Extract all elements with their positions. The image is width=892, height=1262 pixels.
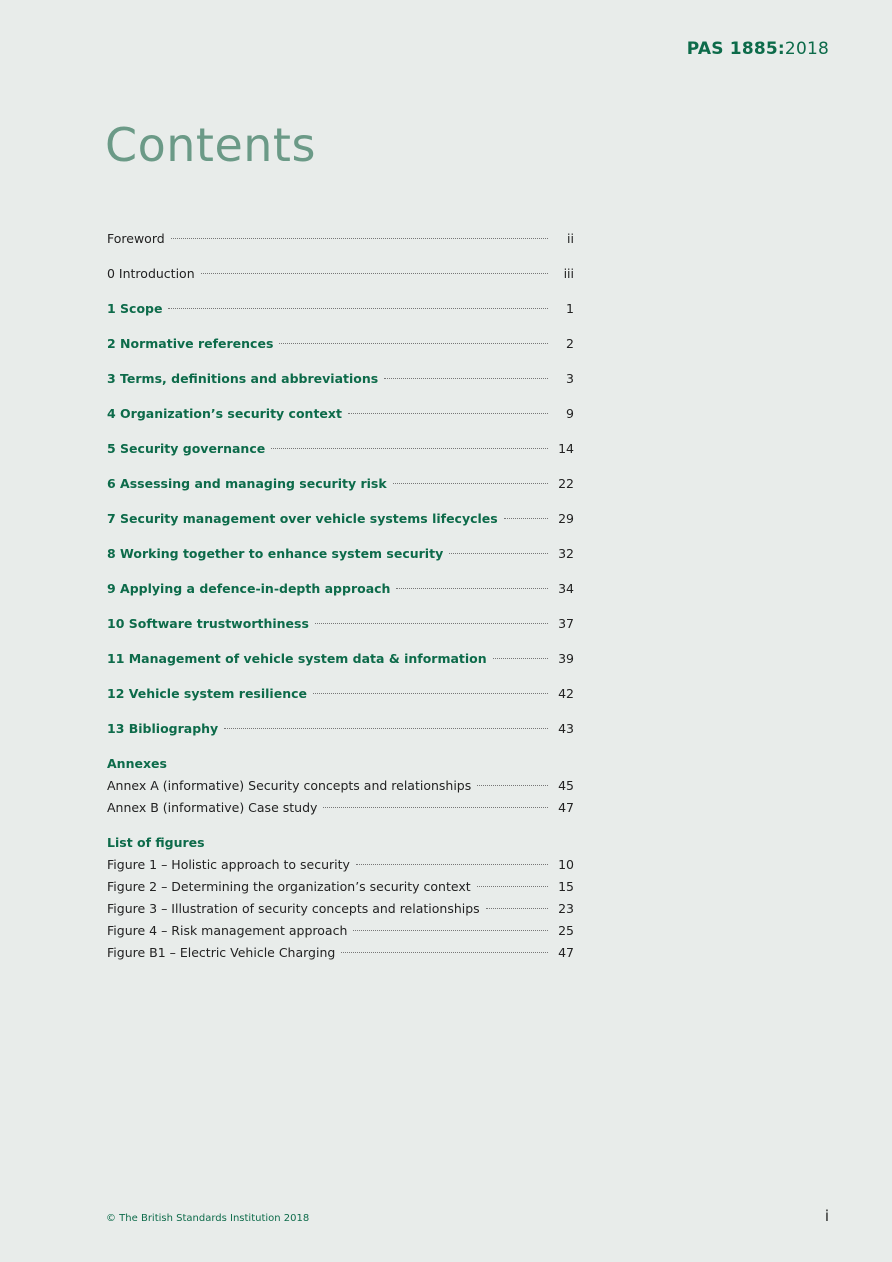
- toc-entry[interactable]: [107, 508, 574, 530]
- toc-entry-label: 6 Assessing and managing security risk: [107, 476, 387, 491]
- toc-entry[interactable]: [107, 473, 574, 495]
- document-code: [687, 39, 829, 59]
- annexes-heading: Annexes: [107, 756, 167, 771]
- document-code-prefix: PAS 1885:: [686, 39, 785, 59]
- page-number: i: [824, 1207, 829, 1225]
- toc-entry[interactable]: [107, 298, 574, 320]
- toc-entry-page: 29: [558, 511, 574, 526]
- dot-leader: [341, 952, 548, 953]
- toc-entry-page: 32: [558, 546, 574, 561]
- figure-entry[interactable]: [107, 942, 574, 964]
- toc-entry-page: 23: [558, 901, 574, 916]
- toc-entry-page: 34: [558, 581, 574, 596]
- dot-leader: [384, 378, 548, 379]
- toc-entry-page: 1: [566, 301, 574, 316]
- dot-leader: [493, 658, 548, 659]
- dot-leader: [348, 413, 548, 414]
- toc-entry-page: 2: [566, 336, 574, 351]
- toc-entry-page: 39: [558, 651, 574, 666]
- toc-entry-page: 25: [558, 923, 574, 938]
- toc-entry-page: 3: [566, 371, 574, 386]
- dot-leader: [353, 930, 548, 931]
- dot-leader: [449, 553, 548, 554]
- toc-entry-page: ii: [567, 231, 574, 246]
- toc-main-entries: [107, 228, 574, 740]
- toc-entry-page: 10: [558, 857, 574, 872]
- figures-section: [107, 832, 574, 964]
- table-of-contents: [107, 228, 574, 977]
- toc-entry[interactable]: [107, 333, 574, 355]
- annex-entry[interactable]: [107, 797, 574, 819]
- dot-leader: [356, 864, 548, 865]
- toc-entry-page: 47: [558, 945, 574, 960]
- toc-entry[interactable]: [107, 368, 574, 390]
- toc-entry-label: 1 Scope: [107, 301, 163, 316]
- toc-entry-label: 12 Vehicle system resilience: [107, 686, 307, 701]
- toc-entry-page: 37: [558, 616, 574, 631]
- toc-entry-page: 22: [558, 476, 574, 491]
- toc-entry-label: Annex A (informative) Security concepts and relationships: [107, 778, 472, 793]
- toc-entry-page: 14: [558, 441, 574, 456]
- toc-entry-label: 0 Introduction: [107, 266, 195, 281]
- dot-leader: [271, 448, 548, 449]
- toc-entry-label: 10 Software trustworthiness: [107, 616, 309, 631]
- figure-entry[interactable]: [107, 898, 574, 920]
- toc-entry-label: Figure 4 – Risk management approach: [107, 923, 348, 938]
- annexes-section: [107, 753, 574, 819]
- figures-heading: List of figures: [107, 835, 205, 850]
- annex-entry[interactable]: [107, 775, 574, 797]
- dot-leader: [168, 308, 548, 309]
- toc-entry-label: Figure B1 – Electric Vehicle Charging: [107, 945, 336, 960]
- dot-leader: [477, 785, 548, 786]
- toc-entry-label: Figure 1 – Holistic approach to security: [107, 857, 350, 872]
- toc-entry-label: 9 Applying a defence-in-depth approach: [107, 581, 391, 596]
- figure-entry[interactable]: [107, 854, 574, 876]
- toc-entry-label: 7 Security management over vehicle systems lifecycles: [107, 511, 498, 526]
- dot-leader: [486, 908, 548, 909]
- dot-leader: [201, 273, 548, 274]
- dot-leader: [323, 807, 548, 808]
- toc-entry-page: 42: [558, 686, 574, 701]
- toc-entry-label: Foreword: [107, 231, 165, 246]
- dot-leader: [315, 623, 548, 624]
- annexes-list: [107, 775, 574, 819]
- toc-entry-label: 4 Organization’s security context: [107, 406, 342, 421]
- toc-entry-page: 43: [558, 721, 574, 736]
- toc-entry-label: 3 Terms, definitions and abbreviations: [107, 371, 379, 386]
- dot-leader: [477, 886, 548, 887]
- toc-entry-label: Figure 3 – Illustration of security concepts and relationships: [107, 901, 480, 916]
- copyright-notice: © The British Standards Institution 2018: [106, 1213, 310, 1224]
- toc-entry[interactable]: [107, 683, 574, 705]
- toc-entry-page: iii: [563, 266, 574, 281]
- figures-list: [107, 854, 574, 964]
- toc-entry[interactable]: [107, 648, 574, 670]
- toc-entry-page: 9: [566, 406, 574, 421]
- toc-entry-label: 5 Security governance: [107, 441, 266, 456]
- dot-leader: [171, 238, 548, 239]
- dot-leader: [224, 728, 548, 729]
- toc-entry-label: Figure 2 – Determining the organization’s security context: [107, 879, 471, 894]
- figure-entry[interactable]: [107, 920, 574, 942]
- toc-entry-page: 45: [558, 778, 574, 793]
- toc-entry[interactable]: [107, 228, 574, 250]
- dot-leader: [393, 483, 548, 484]
- dot-leader: [504, 518, 548, 519]
- toc-entry[interactable]: [107, 263, 574, 285]
- dot-leader: [279, 343, 548, 344]
- page-title: Contents: [105, 118, 316, 172]
- toc-entry[interactable]: [107, 718, 574, 740]
- toc-entry-page: 47: [558, 800, 574, 815]
- toc-entry-label: Annex B (informative) Case study: [107, 800, 318, 815]
- toc-entry-label: 13 Bibliography: [107, 721, 219, 736]
- document-code-year: 2018: [784, 39, 829, 59]
- toc-entry[interactable]: [107, 613, 574, 635]
- toc-entry-label: 11 Management of vehicle system data & information: [107, 651, 487, 666]
- toc-entry-label: 2 Normative references: [107, 336, 274, 351]
- toc-entry-label: 8 Working together to enhance system security: [107, 546, 444, 561]
- toc-entry[interactable]: [107, 578, 574, 600]
- toc-entry[interactable]: [107, 403, 574, 425]
- dot-leader: [313, 693, 548, 694]
- dot-leader: [396, 588, 548, 589]
- toc-entry-page: 15: [558, 879, 574, 894]
- figure-entry[interactable]: [107, 876, 574, 898]
- toc-entry[interactable]: [107, 543, 574, 565]
- toc-entry[interactable]: [107, 438, 574, 460]
